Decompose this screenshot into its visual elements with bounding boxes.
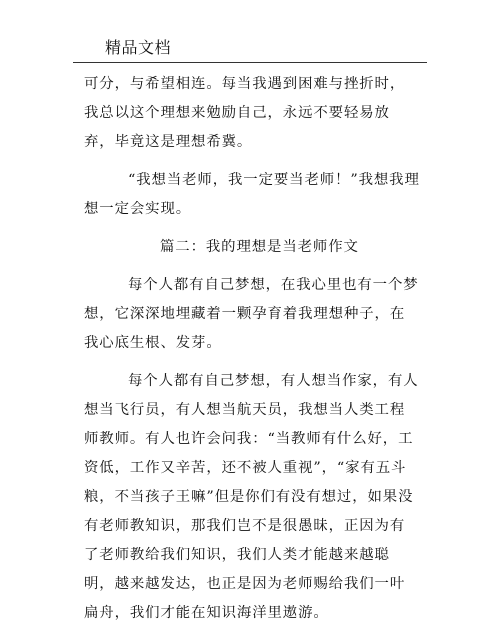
paragraph-continuation: 可分，与希望相连。每当我遇到困难与挫折时，我总以这个理想来勉励自己，永远不要轻易放弃，毕竟这是理想希冀。: [84, 76, 406, 150]
document-body: [84, 70, 420, 628]
paragraph-quote: “我想当老师，我一定要当老师！”我想我理想一定会实现。: [84, 172, 420, 217]
paragraph-dream: 每个人都有自己梦想，在我心里也有一个梦想，它深深地埋藏着一颗孕育着我理想种子，在我心底生根、发芽。: [84, 277, 419, 351]
section-title: 篇二：我的理想是当老师作文: [160, 239, 359, 255]
paragraph-teacher: 每个人都有自己梦想，有人想当作家，有人想当飞行员，有人想当航天员，我想当人类工程师教师。有人也许会问我：“当教师有什么好，工资低，工作又辛苦，还不被人重视”，“家有五斗粮，不当孩子王嘛”但是你们有没有想过，如果没有老师教知识，那我们岂不是很愚昧，正因为有了老师教给我们知识，我们人类才能越来越聪明，越来越发达，也正是因为老师赐给我们一叶扁舟，我们才能在知识海洋里遨游。: [84, 373, 419, 621]
document-header: [73, 32, 427, 63]
header-title: 精品文档: [105, 38, 172, 57]
